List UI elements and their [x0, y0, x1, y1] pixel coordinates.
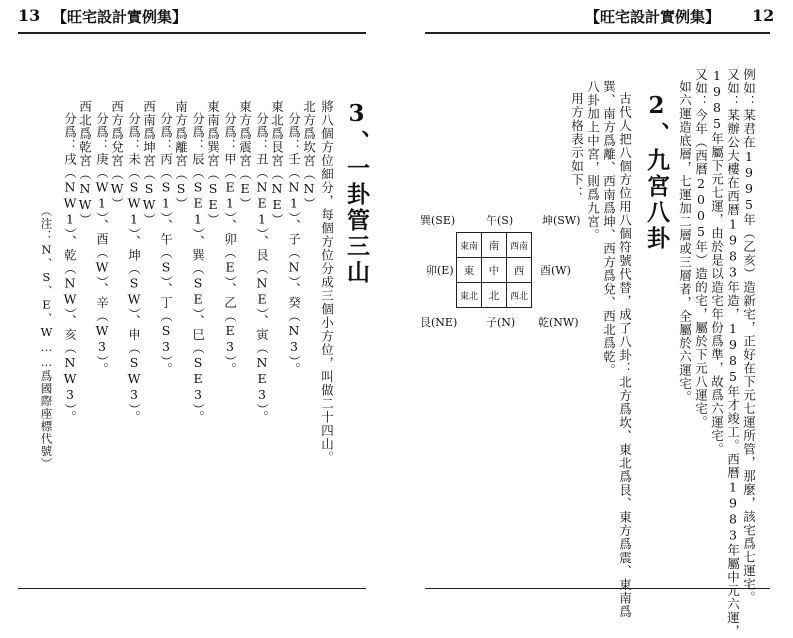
text-column: 將八個方位細分，每個方位分成三個小方位，叫做二十四山。 [319, 100, 335, 465]
text-column: 例如：某君在1995年（乙亥）造新宅，正好在下元七運所管，那麼，該宅爲七運宅。 [741, 68, 757, 605]
right-page-header: 【旺宅設計實例集】 [585, 8, 721, 26]
grid-cell: 西 [507, 258, 532, 283]
text-column: 分爲：丙（S1）、午（S）、丁（S3）。 [158, 112, 174, 376]
text-column: 古代人把八個方位用八個符號代替，成了八卦：北方爲坎、東北爲艮、東方爲震、東南爲 [617, 92, 633, 619]
text-column: 分爲：甲（E1）、卯（E）、乙（E3）。 [222, 112, 238, 376]
text-column: 東北爲艮宮（NE） [269, 100, 285, 227]
text-column: 西方爲兌宮（W） [109, 100, 125, 211]
text-column: 又如：某辦公大樓在西曆1983年造，1985年才竣工。西曆1983年屬中元六運， [725, 68, 741, 638]
text-column: 用方格表示如下： [569, 92, 585, 200]
grid-cell: 北 [482, 283, 507, 308]
label-s: 午(S) [486, 214, 514, 227]
text-column: 巽、南方爲離、西南爲坤、西方爲兌、西北爲乾。 [601, 80, 617, 377]
grid-row [457, 233, 532, 258]
left-page-number: 13 [18, 6, 41, 25]
nine-palace-diagram [420, 210, 590, 329]
text-column: 分爲：丑（NE1）、艮（NE）、寅（NE3）。 [254, 112, 270, 424]
grid-cell: 東南 [457, 233, 482, 258]
right-header-rule [425, 32, 770, 34]
text-column: 南方爲離宮（S） [173, 100, 189, 211]
label-se: 巽(SE) [420, 214, 456, 227]
text-column: 北方爲坎宮（N） [301, 100, 317, 211]
text-column: 東南爲巽宮（SE） [205, 100, 221, 227]
text-column: 分爲：辰（SE1）、巽（SE）、巳（SE3）。 [190, 112, 206, 424]
label-n: 子(N) [486, 316, 516, 329]
grid-cell: 西南 [507, 233, 532, 258]
text-column: 西北爲乾宮（NW） [77, 100, 93, 227]
text-column: 分爲：戌（NW1）、乾（NW）、亥（NW3）。 [62, 112, 78, 424]
grid-cell: 西北 [507, 283, 532, 308]
right-footer-rule [425, 588, 770, 589]
left-section-title: 3、一卦管三山 [343, 100, 370, 286]
grid-cell: 東北 [457, 283, 482, 308]
note-column: （注：N、S、E、W……爲國際座標代號） [39, 205, 54, 470]
text-column: 東方爲震宮（E） [237, 100, 253, 211]
text-column: 分爲：未（SW1）、坤（SW）、申（SW3）。 [126, 112, 142, 424]
grid-cell: 南 [482, 233, 507, 258]
right-section-title: 2、九宮八卦 [643, 92, 670, 252]
label-e: 卯(E) [426, 264, 454, 277]
label-sw: 坤(SW) [542, 214, 581, 227]
palace-grid [456, 232, 532, 308]
left-footer-rule [18, 588, 366, 589]
label-ne: 艮(NE) [420, 316, 458, 329]
text-column: 如六運造底層，七運加二層或三層者，全屬於六運宅。 [677, 80, 693, 404]
text-column: 又如：今年（西曆2005年）造的宅，屬於下元八運宅。 [693, 68, 709, 429]
text-column: 西南爲坤宮（SW） [141, 100, 157, 227]
grid-row [457, 283, 532, 308]
grid-row [457, 258, 532, 283]
grid-cell: 東 [457, 258, 482, 283]
left-header-rule [18, 32, 366, 34]
text-column: 分爲：壬（N1）、子（N）、癸（N3）。 [286, 112, 302, 376]
text-column: 分爲：庚（W1）、酉（W）、辛（W3）。 [94, 112, 110, 376]
right-page-number: 12 [752, 6, 775, 25]
label-w: 酉(W) [540, 264, 571, 277]
text-column: 1985年屬下元七運，由於是以造宅年份爲準，故爲六運宅。 [709, 68, 725, 456]
left-page-header: 【旺宅設計實例集】 [52, 8, 188, 26]
grid-cell: 中 [482, 258, 507, 283]
label-nw: 乾(NW) [538, 316, 579, 329]
text-column: 八卦加上中宮，則爲九宮。 [585, 80, 601, 242]
